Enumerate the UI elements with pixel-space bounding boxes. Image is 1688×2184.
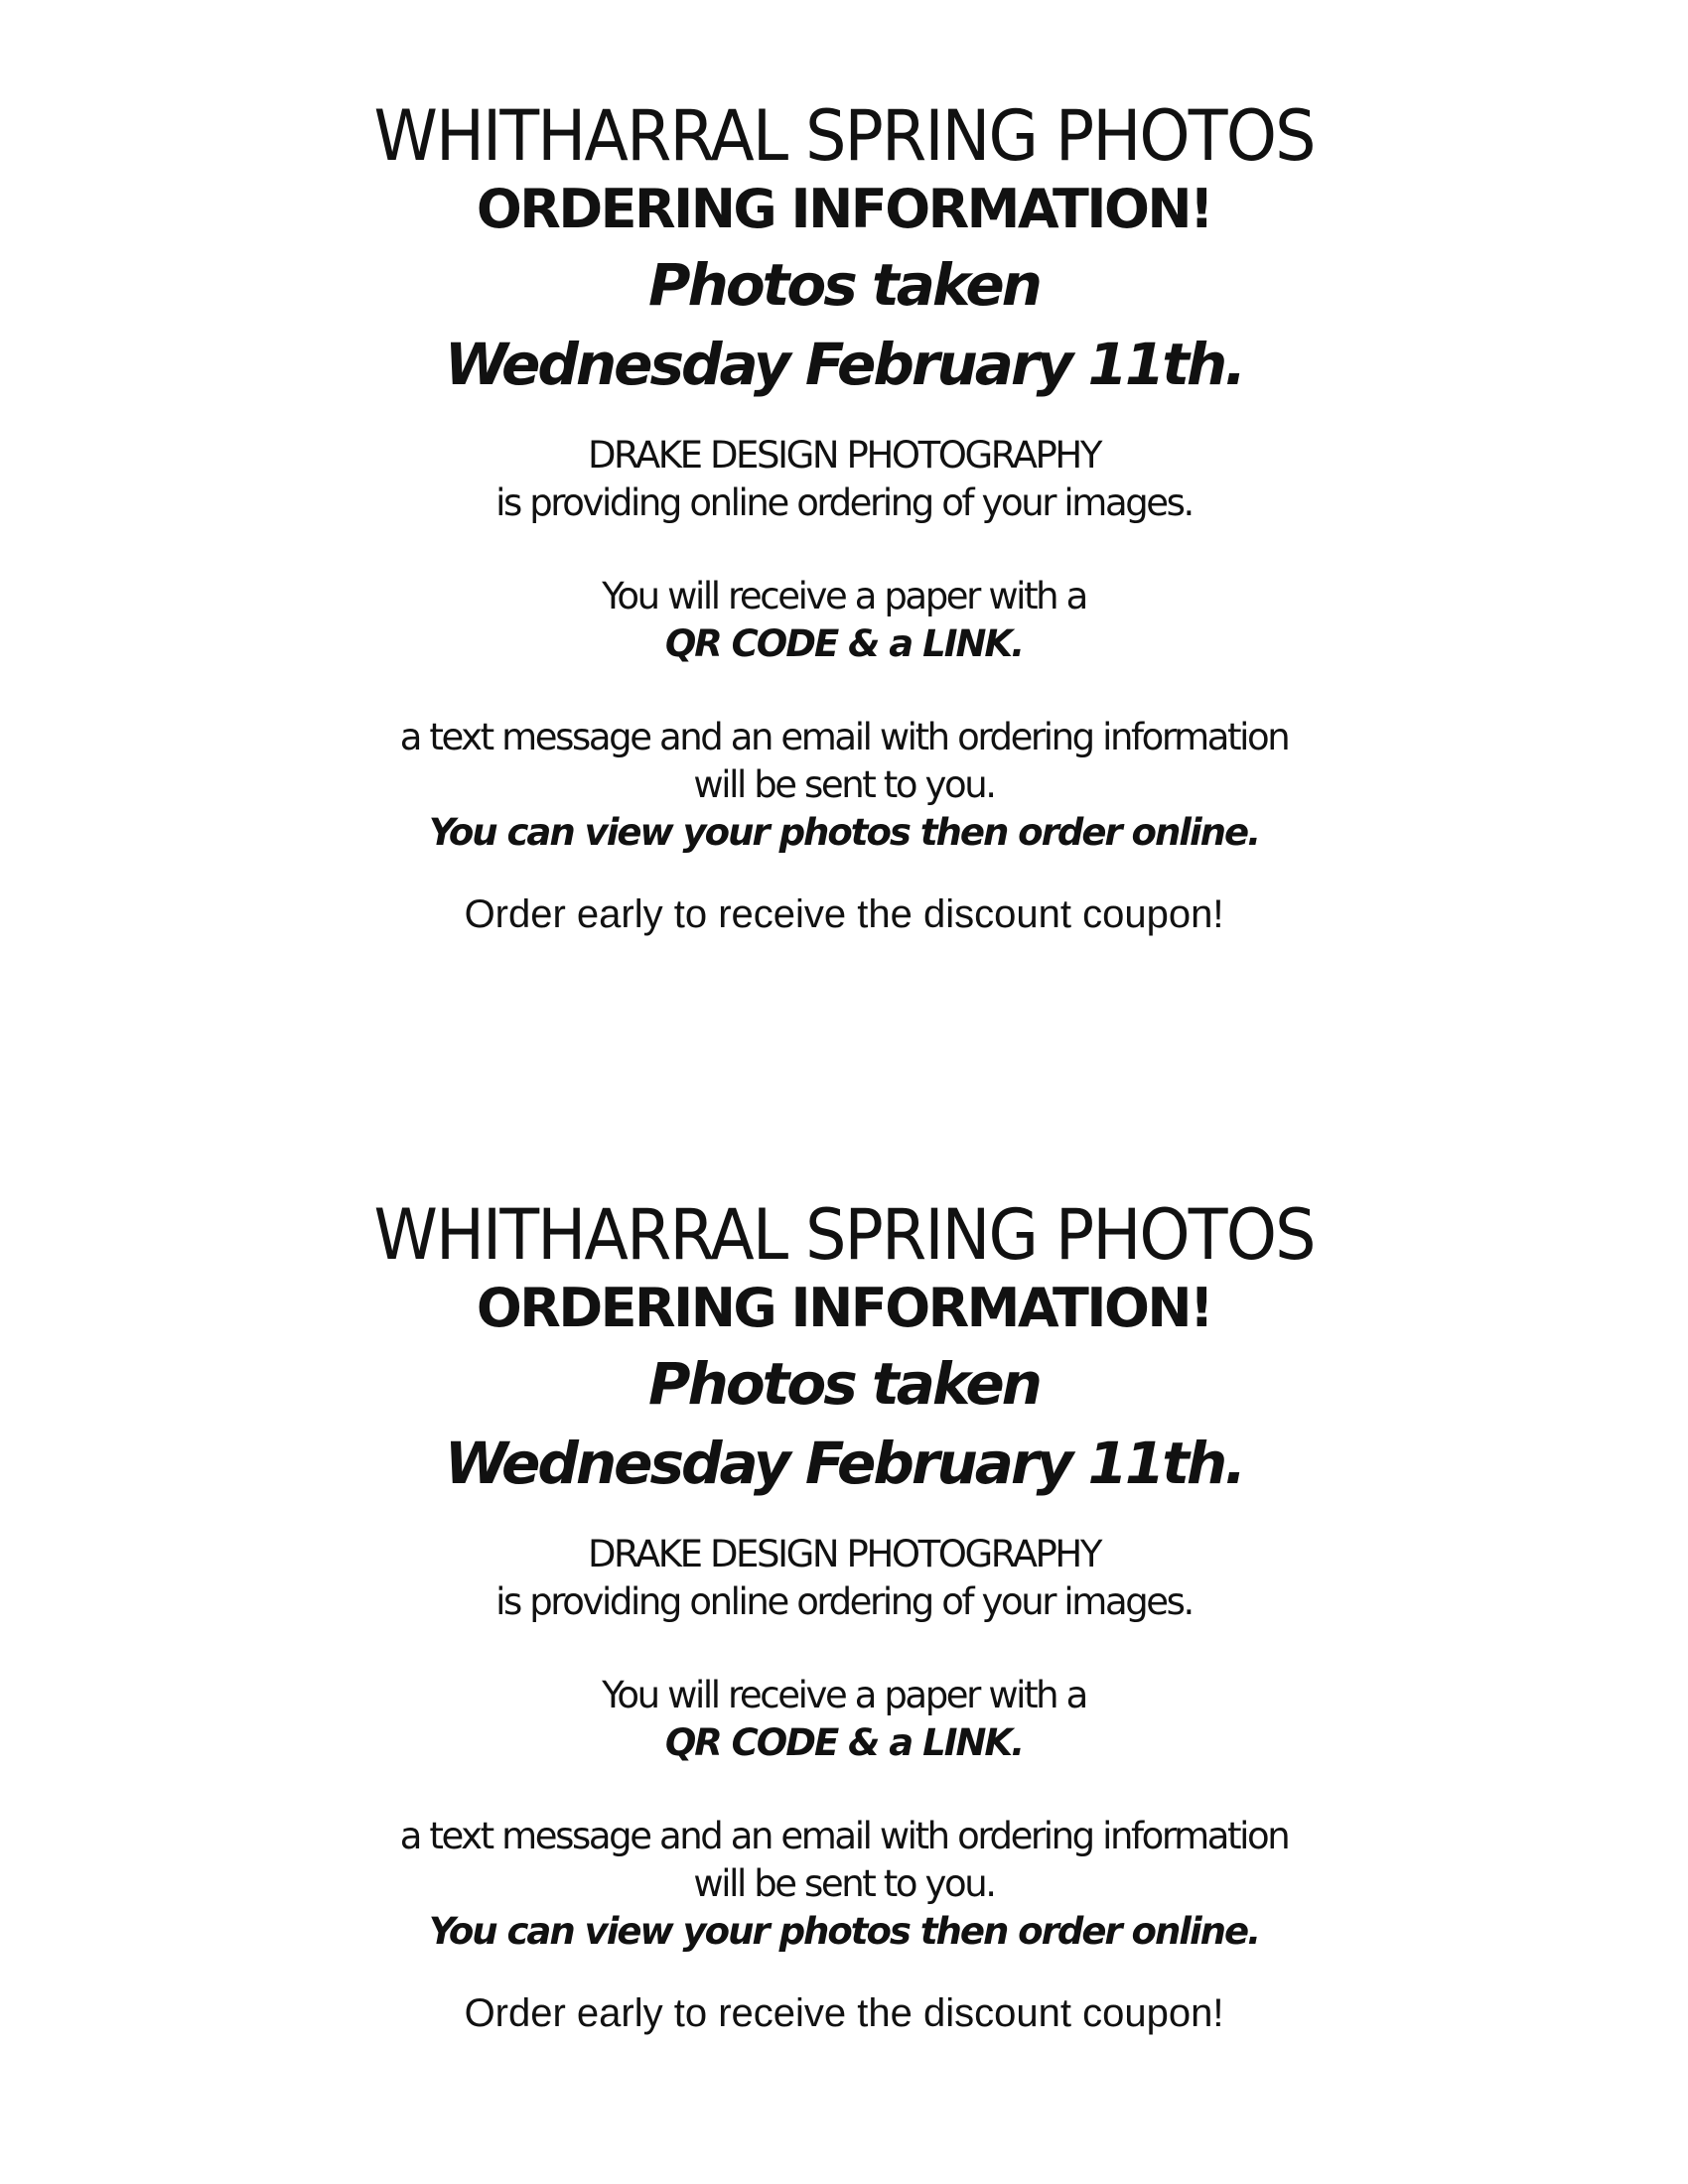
photo-date: Wednesday February 11th. xyxy=(444,331,1244,398)
sent-to-you-line: will be sent to you. xyxy=(693,1862,995,1905)
flyer-title: WHITHARRAL SPRING PHOTOS xyxy=(373,95,1315,177)
text-email-line: a text message and an email with ordering information xyxy=(399,716,1289,758)
coupon-line: Order early to receive the discount coupon! xyxy=(464,1991,1224,2035)
text-email-line: a text message and an email with ordering information xyxy=(399,1815,1289,1857)
flyer-top xyxy=(0,94,1688,938)
flyer-bottom xyxy=(0,1193,1688,2037)
receive-paper-text: You will receive a paper with a xyxy=(602,1674,1086,1716)
photos-taken-label: Photos taken xyxy=(648,251,1040,319)
photo-date: Wednesday February 11th. xyxy=(444,1430,1244,1497)
flyer-subtitle: ORDERING INFORMATION! xyxy=(476,1277,1212,1339)
company-name: DRAKE DESIGN PHOTOGRAPHY xyxy=(587,434,1101,477)
view-order-line: You can view your photos then order online. xyxy=(428,811,1260,854)
flyer-title: WHITHARRAL SPRING PHOTOS xyxy=(373,1194,1315,1276)
qr-link-text: QR CODE & a LINK. xyxy=(664,622,1024,665)
providing-text: is providing online ordering of your images. xyxy=(495,481,1193,524)
view-order-line: You can view your photos then order online. xyxy=(428,1910,1260,1953)
receive-paper-text: You will receive a paper with a xyxy=(602,575,1086,617)
providing-text: is providing online ordering of your images. xyxy=(495,1580,1193,1623)
coupon-line: Order early to receive the discount coupon! xyxy=(464,892,1224,936)
company-name: DRAKE DESIGN PHOTOGRAPHY xyxy=(587,1533,1101,1575)
flyer-subtitle: ORDERING INFORMATION! xyxy=(476,178,1212,240)
photos-taken-label: Photos taken xyxy=(648,1350,1040,1418)
sent-to-you-line: will be sent to you. xyxy=(693,763,995,806)
qr-link-text: QR CODE & a LINK. xyxy=(664,1721,1024,1764)
